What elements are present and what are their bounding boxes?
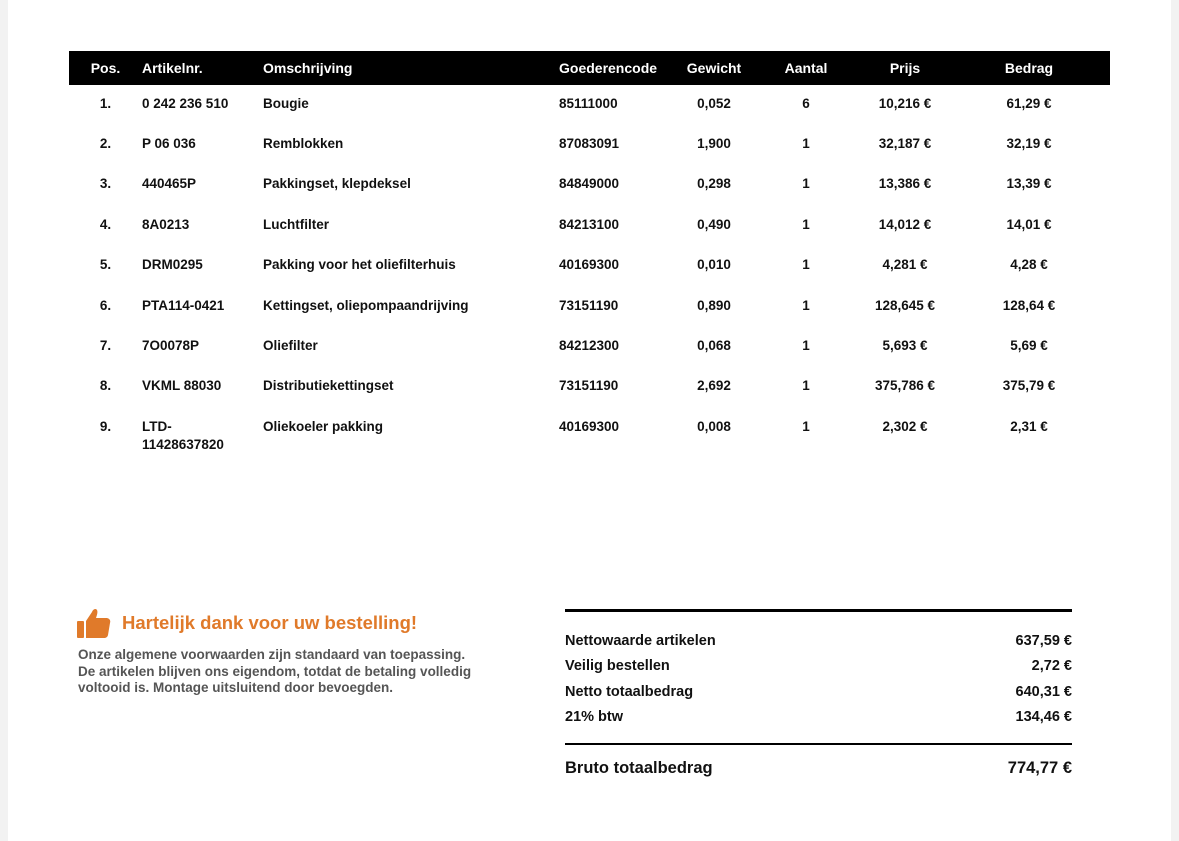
- cell-pos: 7.: [99, 337, 112, 353]
- cell-goederencode: 84849000: [559, 176, 620, 192]
- header-bedrag: Bedrag: [1004, 60, 1054, 76]
- header-gewicht: Gewicht: [686, 60, 742, 76]
- header-artikelnr: Artikelnr.: [142, 60, 203, 76]
- total-label: Netto totaalbedrag: [565, 683, 694, 700]
- total-line-secure-order: [565, 654, 1072, 679]
- cell-artikelnr: 0 242 236 510: [142, 96, 229, 111]
- cell-goederencode: 40169300: [559, 418, 620, 434]
- cell-artikelnr: 7O0078P: [142, 337, 200, 353]
- cell-artikelnr: PTA114-0421: [142, 297, 225, 313]
- cell-goederencode: 73151190: [559, 297, 619, 313]
- cell-aantal: 1: [802, 297, 810, 313]
- cell-artikelnr: 8A0213: [142, 216, 190, 232]
- total-line-vat: [565, 705, 1072, 730]
- total-label: 21% btw: [565, 708, 624, 725]
- cell-prijs: 13,386 €: [878, 176, 932, 192]
- cell-bedrag: 13,39 €: [1006, 176, 1052, 192]
- cell-goederencode: 84213100: [559, 216, 620, 232]
- cell-gewicht: 0,052: [697, 96, 731, 111]
- cell-pos: 6.: [99, 297, 112, 313]
- cell-omschrijving: Luchtfilter: [263, 216, 329, 232]
- cell-pos: 3.: [99, 176, 112, 192]
- table-row: [69, 164, 1110, 204]
- total-value: 640,31 €: [1015, 683, 1072, 700]
- order-items-table: [69, 51, 1110, 467]
- cell-pos: 2.: [99, 136, 112, 151]
- total-line-net-total: [565, 680, 1072, 705]
- cell-pos: 8.: [99, 378, 112, 394]
- cell-prijs: 32,187 €: [878, 136, 932, 151]
- cell-bedrag: 61,29 €: [1006, 96, 1052, 111]
- cell-gewicht: 1,900: [697, 136, 731, 151]
- cell-gewicht: 0,068: [697, 337, 731, 353]
- total-value: 134,46 €: [1015, 708, 1072, 725]
- cell-prijs: 10,216 €: [878, 96, 932, 111]
- thank-you-title: Hartelijk dank voor uw bestelling!: [122, 612, 418, 633]
- cell-artikelnr: LTD- 11428637820: [142, 418, 224, 452]
- cell-artikelnr: 440465P: [142, 176, 197, 192]
- table-row: [69, 366, 1110, 406]
- cell-gewicht: 0,010: [697, 257, 731, 273]
- cell-bedrag: 128,64 €: [1002, 297, 1056, 313]
- total-label: Nettowaarde artikelen: [565, 633, 716, 649]
- cell-goederencode: 73151190: [559, 378, 619, 394]
- cell-omschrijving: Pakking voor het oliefilterhuis: [263, 257, 456, 273]
- cell-aantal: 1: [802, 337, 810, 353]
- cell-artikelnr: VKML 88030: [142, 378, 222, 394]
- cell-aantal: 1: [802, 216, 810, 232]
- total-label: Veilig bestellen: [565, 658, 670, 675]
- cell-prijs: 14,012 €: [878, 216, 932, 232]
- cell-gewicht: 0,490: [697, 216, 731, 232]
- cell-aantal: 1: [802, 257, 810, 273]
- thank-you-block: [76, 606, 496, 697]
- cell-prijs: 128,645 €: [874, 297, 936, 313]
- table-header-row: [69, 51, 1110, 85]
- terms-text: Onze algemene voorwaarden zijn standaard van toepassing. De artikelen blijven ons eigendom, totdat de betaling volledig voltooid is. Montage uitsluitend door bevoegden.: [78, 647, 472, 695]
- cell-omschrijving: Oliekoeler pakking: [263, 418, 384, 434]
- cell-omschrijving: Pakkingset, klepdeksel: [263, 176, 411, 192]
- cell-omschrijving: Bougie: [263, 96, 309, 111]
- cell-goederencode: 87083091: [559, 136, 620, 151]
- cell-artikelnr: P 06 036: [142, 136, 196, 151]
- cell-pos: 1.: [99, 96, 112, 111]
- cell-aantal: 1: [802, 136, 810, 151]
- header-aantal: Aantal: [784, 60, 828, 76]
- cell-goederencode: 40169300: [559, 257, 620, 273]
- cell-prijs: 5,693 €: [882, 337, 928, 353]
- cell-prijs: 4,281 €: [882, 257, 928, 273]
- cell-artikelnr: DRM0295: [142, 257, 203, 273]
- table-row: [69, 407, 1110, 467]
- grand-total-value: 774,77 €: [1007, 759, 1072, 778]
- cell-gewicht: 0,890: [697, 297, 731, 313]
- divider: [565, 743, 1072, 745]
- table-row: [69, 286, 1110, 326]
- header-pos: Pos.: [90, 60, 121, 76]
- cell-goederencode: 84212300: [559, 337, 620, 353]
- cell-gewicht: 2,692: [697, 378, 731, 394]
- cell-omschrijving: Kettingset, oliepompaandrijving: [263, 297, 469, 313]
- cell-omschrijving: Oliefilter: [263, 337, 318, 353]
- cell-gewicht: 0,298: [697, 176, 731, 192]
- table-row: [69, 205, 1110, 245]
- cell-aantal: 1: [802, 418, 810, 434]
- invoice-page: [8, 0, 1171, 841]
- cell-aantal: 1: [802, 176, 810, 192]
- thumbs-up-icon: [76, 606, 112, 640]
- cell-omschrijving: Remblokken: [263, 136, 344, 151]
- total-value: 637,59 €: [1015, 633, 1072, 649]
- cell-goederencode: 85111000: [559, 96, 618, 111]
- table-row: [69, 85, 1110, 124]
- cell-bedrag: 4,28 €: [1010, 257, 1048, 273]
- cell-pos: 4.: [99, 216, 112, 232]
- cell-prijs: 2,302 €: [882, 418, 928, 434]
- cell-bedrag: 375,79 €: [1002, 378, 1056, 394]
- total-line-net-items: [565, 629, 1072, 654]
- thank-you-heading: [76, 606, 496, 640]
- total-value: 2,72 €: [1031, 658, 1072, 675]
- cell-pos: 5.: [99, 257, 112, 273]
- grand-total-label: Bruto totaalbedrag: [565, 759, 713, 778]
- table-row: [69, 326, 1110, 366]
- cell-bedrag: 5,69 €: [1010, 337, 1048, 353]
- cell-bedrag: 14,01 €: [1006, 216, 1052, 232]
- header-prijs: Prijs: [889, 60, 921, 76]
- totals-block: [565, 609, 1072, 781]
- cell-omschrijving: Distributiekettingset: [263, 378, 394, 394]
- cell-aantal: 6: [802, 96, 810, 111]
- table-row: [69, 124, 1110, 164]
- table-row: [69, 245, 1110, 285]
- cell-gewicht: 0,008: [697, 418, 731, 434]
- cell-prijs: 375,786 €: [874, 378, 936, 394]
- cell-bedrag: 32,19 €: [1006, 136, 1052, 151]
- header-omschrijving: Omschrijving: [263, 60, 353, 76]
- cell-pos: 9.: [99, 418, 112, 434]
- grand-total: [565, 755, 1072, 781]
- cell-aantal: 1: [802, 378, 810, 394]
- header-goederencode: Goederencode: [559, 60, 658, 76]
- cell-bedrag: 2,31 €: [1010, 418, 1048, 434]
